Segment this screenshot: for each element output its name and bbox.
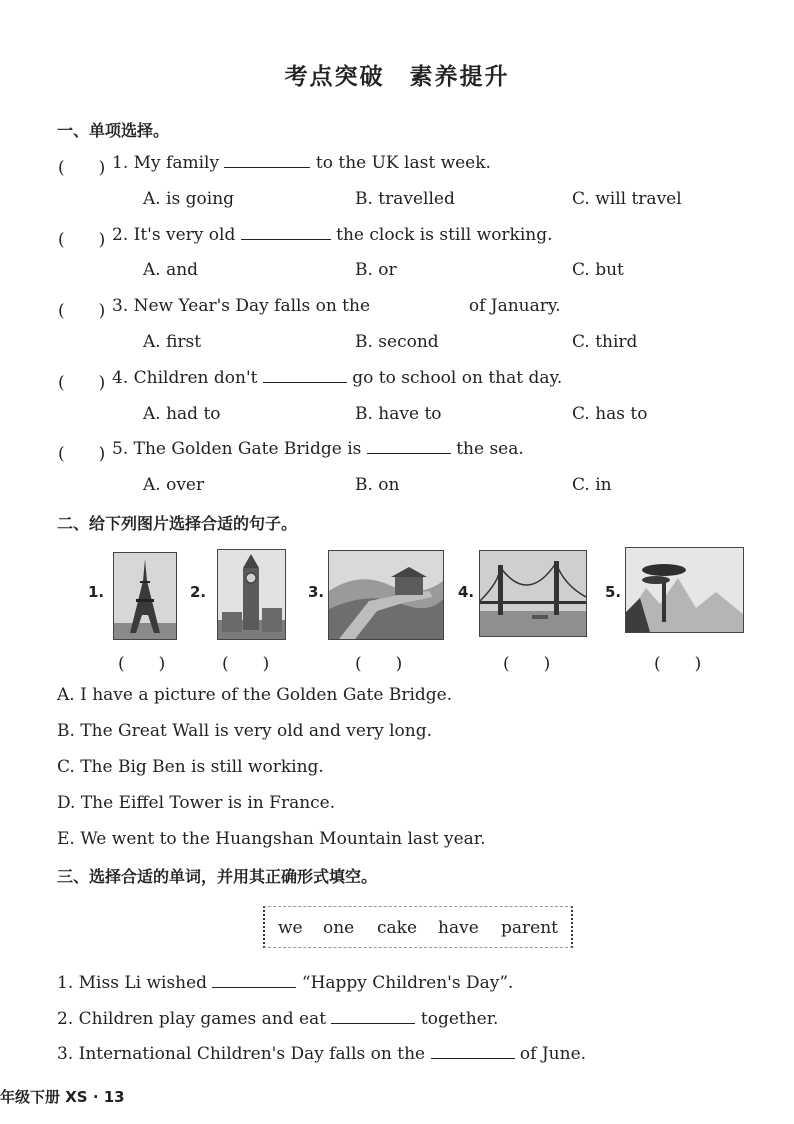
question-1 — [112, 153, 491, 173]
golden-gate-bridge-photo — [479, 550, 587, 637]
big-ben-photo — [217, 549, 286, 640]
question-3 — [112, 296, 561, 316]
fill-item-2 — [57, 1009, 498, 1029]
picture-number: 3. — [308, 583, 325, 601]
answer-paren[interactable]: ( ) — [355, 654, 403, 674]
option-c: C. in — [572, 475, 612, 495]
answer-paren[interactable]: ( ) — [58, 158, 106, 178]
option-c: C. but — [572, 260, 624, 280]
option-a: A. over — [143, 475, 205, 495]
question-stem: 1. My family — [112, 153, 220, 173]
option-b: B. travelled — [355, 189, 455, 209]
answer-paren[interactable]: ( ) — [503, 654, 551, 674]
option-b: B. on — [355, 475, 400, 495]
great-wall-photo — [328, 550, 444, 640]
option-a: A. had to — [143, 404, 221, 424]
answer-paren[interactable]: ( ) — [118, 654, 166, 674]
option-b: B. have to — [355, 404, 442, 424]
question-stem: 4. Children don't — [112, 368, 258, 388]
fill-item-stem: together. — [420, 1009, 499, 1029]
sentence-option: C. The Big Ben is still working. — [57, 757, 324, 777]
word-bank-item: have — [438, 918, 479, 938]
option-a: A. is going — [143, 189, 235, 209]
answer-blank[interactable] — [241, 225, 331, 240]
answer-blank[interactable] — [263, 368, 347, 383]
fill-item-stem: 3. International Children's Day falls on the — [57, 1044, 426, 1064]
question-2 — [112, 225, 553, 245]
fill-item-stem: of June. — [519, 1044, 587, 1064]
answer-paren[interactable]: ( ) — [58, 444, 106, 464]
picture-number: 5. — [605, 583, 622, 601]
option-c: C. third — [572, 332, 638, 352]
answer-blank[interactable] — [431, 1044, 515, 1059]
answer-blank[interactable] — [224, 153, 310, 168]
picture-number: 2. — [190, 583, 207, 601]
question-stem: the sea. — [456, 439, 524, 459]
answer-paren[interactable]: ( ) — [654, 654, 702, 674]
question-stem: 5. The Golden Gate Bridge is — [112, 439, 362, 459]
option-a: A. and — [143, 260, 199, 280]
word-bank — [263, 906, 573, 948]
page-footer: 年级下册 XS · 13 — [0, 1088, 125, 1106]
answer-blank[interactable] — [367, 439, 451, 454]
answer-blank[interactable] — [212, 973, 296, 988]
word-bank-item: cake — [377, 918, 418, 938]
sentence-option: B. The Great Wall is very old and very long. — [57, 721, 432, 741]
option-b: B. second — [355, 332, 439, 352]
sentence-option: A. I have a picture of the Golden Gate Bridge. — [57, 685, 453, 705]
sentence-option: D. The Eiffel Tower is in France. — [57, 793, 336, 813]
question-stem: 3. New Year's Day falls on the — [112, 296, 371, 316]
section-3-heading: 三、选择合适的单词，并用其正确形式填空。 — [57, 867, 378, 886]
fill-item-1 — [57, 973, 513, 993]
answer-paren[interactable]: ( ) — [58, 301, 106, 321]
word-bank-item: we — [278, 918, 303, 938]
answer-blank[interactable] — [375, 296, 463, 311]
question-5 — [112, 439, 524, 459]
question-stem: the clock is still working. — [336, 225, 553, 245]
option-c: C. has to — [572, 404, 648, 424]
answer-blank[interactable] — [331, 1009, 415, 1024]
fill-item-stem: “Happy Children's Day”. — [301, 973, 514, 993]
fill-item-stem: 2. Children play games and eat — [57, 1009, 327, 1029]
picture-number: 4. — [458, 583, 475, 601]
word-bank-item: one — [323, 918, 355, 938]
option-a: A. first — [143, 332, 202, 352]
page-title: 考点突破 素养提升 — [284, 64, 510, 90]
section-1-heading: 一、单项选择。 — [57, 121, 170, 140]
huangshan-mountain-photo — [625, 547, 744, 633]
section-2-heading: 二、给下列图片选择合适的句子。 — [57, 514, 298, 533]
sentence-option: E. We went to the Huangshan Mountain last year. — [57, 829, 486, 849]
eiffel-tower-photo — [113, 552, 177, 640]
option-b: B. or — [355, 260, 397, 280]
word-bank-item: parent — [501, 918, 558, 938]
option-c: C. will travel — [572, 189, 682, 209]
question-stem: of January. — [468, 296, 561, 316]
fill-item-stem: 1. Miss Li wished — [57, 973, 208, 993]
answer-paren[interactable]: ( ) — [58, 373, 106, 393]
answer-paren[interactable]: ( ) — [58, 230, 106, 250]
question-stem: go to school on that day. — [352, 368, 563, 388]
question-4 — [112, 368, 562, 388]
fill-item-3 — [57, 1044, 586, 1064]
picture-number: 1. — [88, 583, 105, 601]
question-stem: to the UK last week. — [315, 153, 491, 173]
answer-paren[interactable]: ( ) — [222, 654, 270, 674]
question-stem: 2. It's very old — [112, 225, 236, 245]
